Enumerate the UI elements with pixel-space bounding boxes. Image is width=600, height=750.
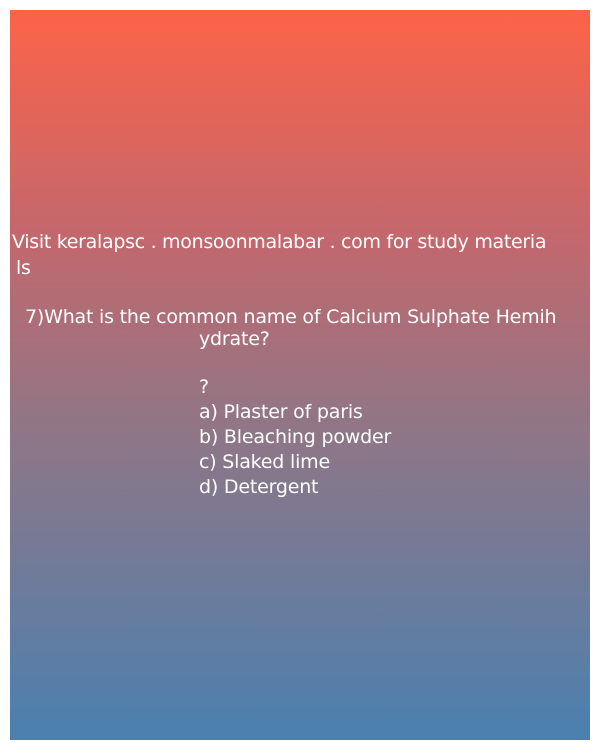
- notice-line-2: ls: [16, 257, 31, 279]
- option-d: d) Detergent: [199, 476, 319, 498]
- option-c: c) Slaked lime: [199, 451, 330, 473]
- question-line-2: ydrate?: [199, 328, 270, 350]
- option-b: b) Bleaching powder: [199, 426, 392, 448]
- notice-line-1: Visit keralapsc . monsoonmalabar . com for study materia: [12, 231, 547, 253]
- question-line-1: 7)What is the common name of Calcium Sulphate Hemih: [25, 306, 557, 328]
- question-mark: ?: [199, 376, 210, 398]
- quiz-card: [10, 10, 590, 740]
- study-materials-notice: [12, 229, 590, 281]
- answer-options: [199, 400, 391, 500]
- option-a: a) Plaster of paris: [199, 401, 363, 423]
- question-text: [25, 306, 587, 350]
